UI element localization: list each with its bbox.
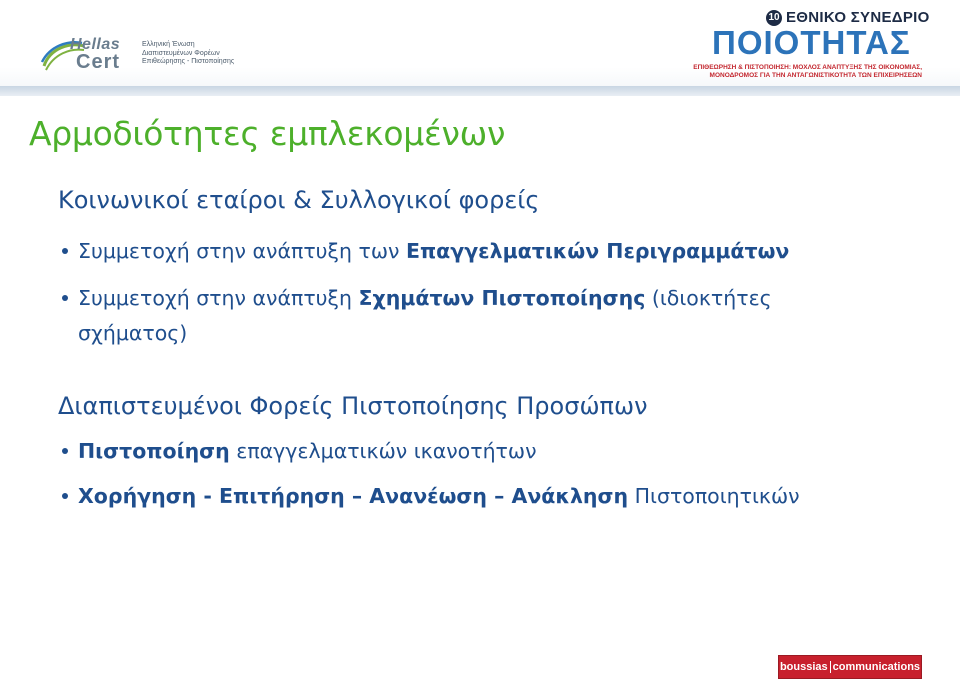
- slide-title: Αρμοδιότητες εμπλεκομένων: [29, 114, 506, 153]
- bullet-text-bold: Επαγγελματικών Περιγραμμάτων: [405, 239, 790, 263]
- bullet-dot-icon: [62, 448, 68, 454]
- header-divider: [0, 86, 960, 96]
- section-heading-social-partners: Κοινωνικοί εταίροι & Συλλογικοί φορείς: [58, 186, 540, 214]
- congress-top-text: ΕΘΝΙΚΟ ΣΥΝΕΔΡΙΟ: [786, 9, 930, 26]
- slide-header: [0, 0, 960, 96]
- bullet-dot-icon: [62, 248, 68, 254]
- bullet-text: [78, 481, 800, 511]
- bullet-text-normal: επαγγελματικών ικανοτήτων: [229, 439, 537, 463]
- hellas-cert-desc-line: Επιθεώρησης - Πιστοποίησης: [142, 58, 235, 65]
- bullet-text: [78, 236, 789, 266]
- bullet-text: [78, 436, 537, 466]
- hellas-cert-word-1: Hellas: [70, 36, 121, 53]
- bullet-text-normal: Συμμετοχή στην ανάπτυξη των: [78, 239, 406, 263]
- congress-subtitle-line: ΜΟΝΟΔΡΟΜΟΣ ΓΙΑ ΤΗΝ ΑΝΤΑΓΩΝΙΣΤΙΚΟΤΗΤΑ ΤΩΝ ΕΠΙΧΕΙΡΗΣΕΩΝ: [709, 72, 922, 79]
- bullet-text-normal: Συμμετοχή στην ανάπτυξη: [78, 286, 359, 310]
- hellas-cert-description: [142, 41, 262, 67]
- congress-subtitle-line: ΕΠΙΘΕΩΡΗΣΗ & ΠΙΣΤΟΠΟΙΗΣΗ: ΜΟΧΛΟΣ ΑΝΑΠΤΥΞΗΣ ΤΗΣ ΟΙΚΟΝΟΜΙΑΣ,: [693, 64, 922, 71]
- hellas-cert-word-2: Cert: [76, 51, 121, 73]
- bullet-dot-icon: [62, 295, 68, 301]
- brand-left-text: boussias: [779, 661, 828, 673]
- bullet-text-bold: Σχημάτων Πιστοποίησης: [358, 286, 646, 310]
- bullet-text-bold: Πιστοποίηση: [78, 439, 230, 463]
- boussias-communications-logo: [778, 655, 922, 679]
- bullet-text-normal: Πιστοποιητικών: [628, 484, 800, 508]
- brand-separator: [830, 661, 831, 673]
- congress-title: ΠΟΙΟΤΗΤΑΣ: [712, 24, 911, 61]
- quality-congress-logo: [676, 4, 956, 82]
- brand-right-text: communications: [832, 661, 921, 673]
- bullet-text-continuation: σχήματος): [78, 321, 188, 345]
- congress-edition-badge: 10: [766, 10, 782, 26]
- hellas-cert-desc-line: Διαπιστευμένων Φορέων: [142, 49, 220, 57]
- hellas-cert-logo: [40, 36, 260, 76]
- bullet-text-tail: (ιδιοκτήτες: [645, 286, 772, 310]
- bullet-text-bold: Χορήγηση - Επιτήρηση – Ανανέωση – Ανάκληση: [78, 484, 629, 508]
- congress-subtitle: [660, 64, 922, 80]
- hellas-cert-desc-line: Ελληνική Ένωση: [142, 41, 195, 48]
- bullet-text: [78, 283, 772, 313]
- section-heading-accredited-bodies: Διαπιστευμένοι Φορείς Πιστοποίησης Προσώπων: [58, 392, 648, 420]
- bullet-dot-icon: [62, 493, 68, 499]
